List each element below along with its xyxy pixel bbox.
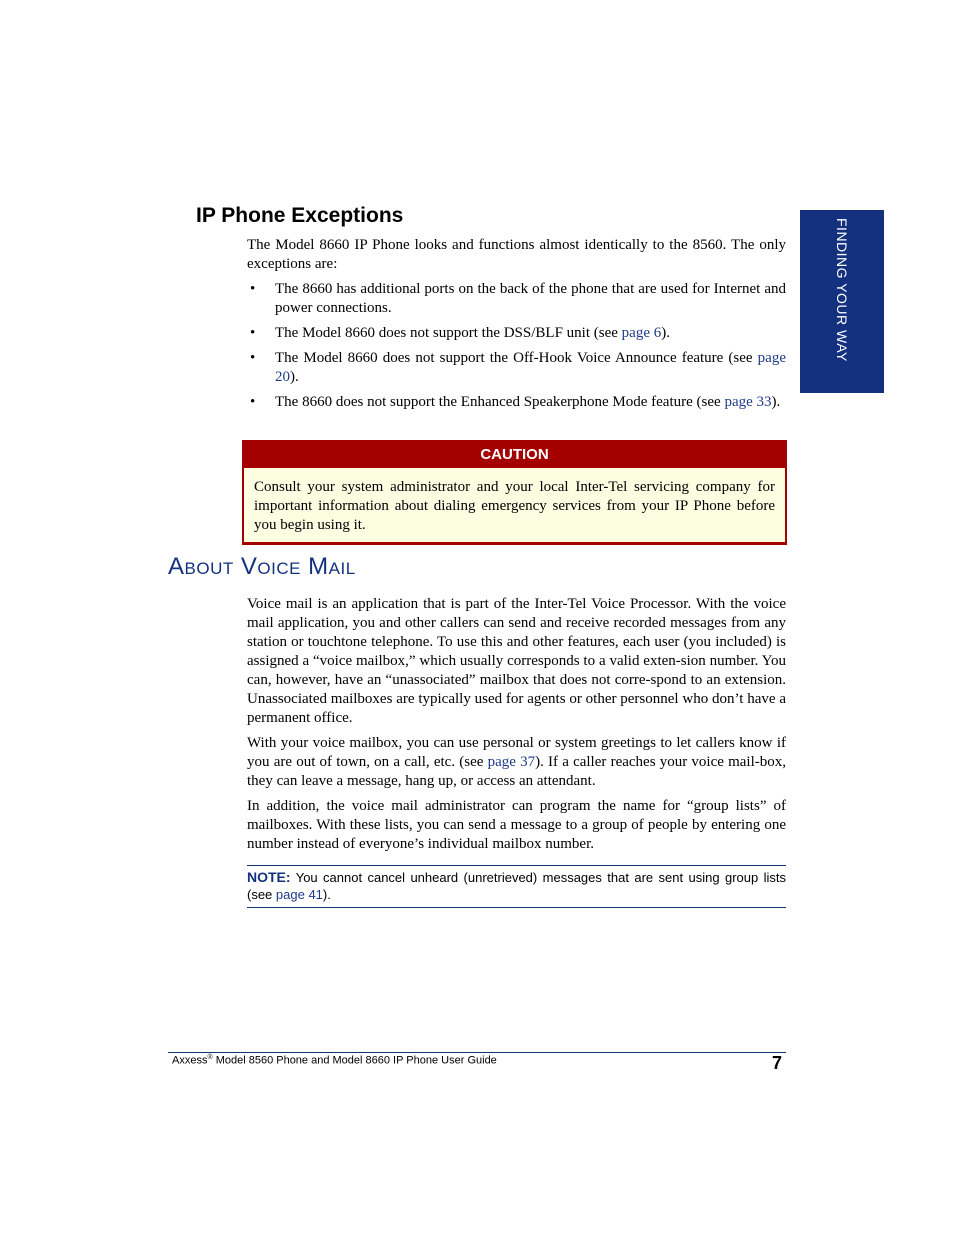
footer-guide-name: Model 8560 Phone and Model 8660 IP Phone User Guide <box>212 1054 497 1067</box>
bullet-icon: • <box>250 394 256 410</box>
side-tab-label: FINDING YOUR WAY <box>834 218 850 362</box>
registered-mark: ® <box>207 1054 213 1061</box>
paragraph-text: ). If a caller reaches your voice mail-box, they can leave a message, hang up, or access an attendant. <box>247 754 786 789</box>
exceptions-list <box>247 280 786 412</box>
ip-exceptions-body <box>247 236 786 418</box>
page-link[interactable]: page 41 <box>275 887 323 902</box>
paragraph-text: With your voice mailbox, you can use personal or system greetings to let callers know if you are out of town, on a call, etc. (see <box>247 735 786 770</box>
footer-brand: Axxess <box>172 1054 208 1067</box>
ip-exceptions-intro: The Model 8660 IP Phone looks and functions almost identically to the 8560. The only exceptions are: <box>247 237 786 272</box>
voice-mail-paragraph <box>247 734 786 791</box>
bullet-icon: • <box>250 281 256 297</box>
voice-mail-heading: About Voice Mail <box>168 553 356 580</box>
list-item <box>247 280 786 318</box>
footer-title <box>172 1054 497 1067</box>
bullet-text-end: ). <box>661 325 670 341</box>
page-number: 7 <box>772 1053 783 1073</box>
bullet-text: The 8660 does not support the Enhanced Speakerphone Mode feature (see <box>275 394 725 410</box>
caution-title: CAUTION <box>242 442 787 468</box>
voice-mail-body <box>247 595 786 860</box>
note-box <box>247 865 786 908</box>
voice-mail-paragraph: Voice mail is an application that is part of the Inter-Tel Voice Processor. With the voice mail application, you and other callers can send and receive recorded messages from any station or touchtone telephone. To use this and other features, each user (you included) is assigned a “voice mailbox,” which usually corresponds to a valid exten-sion number. You can, however, have an “unassociated” mailbox that does not corre-spond to an extension. Unassociated mailboxes are typically used for agents or other personnel who don’t have a permanent office. <box>247 596 786 726</box>
page-link[interactable]: page 6 <box>621 325 662 341</box>
list-item <box>247 393 786 412</box>
note-label: NOTE: <box>247 869 291 885</box>
caution-text: Consult your system administrator and your local Inter-Tel servicing company for important information about dialing emergency services from your IP Phone before you begin using it. <box>254 479 775 533</box>
list-item <box>247 349 786 387</box>
note-text-end: ). <box>322 887 331 902</box>
bullet-text-end: ). <box>771 394 781 410</box>
page-link[interactable]: page 20 <box>275 350 786 385</box>
note-text: You cannot cancel unheard (unretrieved) messages that are sent using group lists (see <box>247 870 786 902</box>
bullet-icon: • <box>250 350 256 366</box>
page-link[interactable]: page 33 <box>724 394 772 410</box>
bullet-text: The Model 8660 does not support the Off-Hook Voice Announce feature (see <box>275 350 758 366</box>
ip-exceptions-heading: IP Phone Exceptions <box>196 204 404 227</box>
section-side-tab <box>800 210 884 393</box>
list-item <box>247 324 786 343</box>
bullet-icon: • <box>250 325 256 341</box>
bullet-text: The Model 8660 does not support the DSS/BLF unit (see <box>275 325 622 341</box>
page-link[interactable]: page 37 <box>487 754 536 770</box>
bullet-text-end: ). <box>290 369 299 385</box>
footer-divider <box>168 1052 786 1053</box>
voice-mail-paragraph: In addition, the voice mail administrator can program the name for “group lists” of mailboxes. With these lists, you can send a message to a group of people by entering one number instead of everyone’s individual mailbox number. <box>247 798 786 852</box>
bullet-text: The 8660 has additional ports on the back of the phone that are used for Internet and power connections. <box>275 281 786 316</box>
caution-box <box>242 440 787 545</box>
